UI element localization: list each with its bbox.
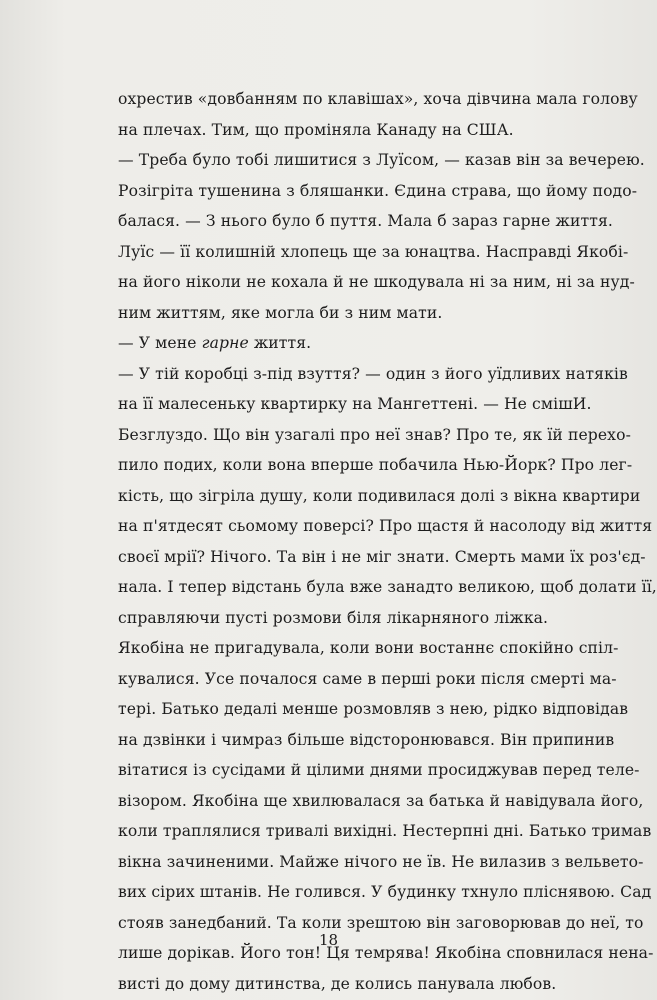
text-line: [118, 328, 598, 359]
text-line: тері. Батько дедалі менше розмовляв з нею, рідко відповідав: [118, 700, 629, 718]
text-line: вих сірих штанів. Не голився. У будинку тхнуло пліснявою. Сад: [118, 883, 652, 901]
text-segment: життя.: [248, 334, 312, 352]
text-line: кувалися. Усе почалося саме в перші роки після смерті ма-: [118, 669, 617, 688]
text-line: вікна зачиненими. Майже нічого не їв. Не вилазив з вельвето-: [118, 852, 644, 871]
text-line: своєї мрії? Нічого. Та він і не міг знати. Смерть мами їх роз'єд-: [118, 547, 646, 566]
text-line: Розігріта тушенина з бляшанки. Єдина страва, що йому подо-: [118, 181, 638, 200]
text-line: лише дорікав. Його тон! Ця темрява! Якобіна сповнилася нена-: [118, 944, 654, 962]
text-segment: — У мене: [118, 334, 202, 352]
text-line: на її малесеньку квартирку на Мангеттені. — Не смішИ.: [118, 395, 592, 413]
text-line-content: — Треба було тобі лишитися з Луїсом, — казав він за вечерею.: [118, 151, 645, 169]
text-line: — У тій коробці з-під взуття? — один з його уїдливих натяків: [118, 364, 628, 383]
text-line: Безглуздо. Що він узагалі про неї знав? Про те, як їй перехо-: [118, 425, 631, 444]
text-line: [118, 145, 645, 176]
body-text: [118, 84, 657, 999]
text-line: на дзвінки і чимраз більше відсторонювався. Він припинив: [118, 730, 615, 749]
text-line: на п'ятдесят сьомому поверсі? Про щастя й насолоду від життя: [118, 517, 653, 535]
text-line: стояв занедбаний. Та коли зрештою він заговорював до неї, то: [118, 913, 644, 932]
text-line: вітатися із сусідами й цілими днями просиджував перед теле-: [118, 761, 640, 779]
text-line: охрестив «довбанням по клавішах», хоча дівчина мала голову: [118, 90, 638, 108]
text-line: Луїс — її колишній хлопець ще за юнацтва. Насправді Якобі-: [118, 242, 629, 261]
text-line: ним життям, яке могла би з ним мати.: [118, 303, 443, 322]
text-line: на плечах. Тим, що проміняла Канаду на США.: [118, 120, 514, 139]
emphasis-word: гарне: [201, 334, 249, 352]
text-line: Якобіна не пригадувала, коли вони востаннє спокійно спіл-: [118, 639, 619, 657]
text-line: коли траплялися тривалі вихідні. Нестерпні дні. Батько тримав: [118, 822, 652, 840]
text-line: балася. — З нього було б пуття. Мала б зараз гарне життя.: [118, 212, 613, 230]
text-line: висті до дому дитинства, де колись панувала любов.: [118, 974, 557, 993]
text-line: пило подих, коли вона вперше побачила Нью-Йорк? Про лег-: [118, 456, 633, 474]
page-number: 18: [318, 931, 339, 949]
text-line: нала. І тепер відстань була вже занадто великою, щоб долати її,: [118, 578, 657, 596]
text-line: справляючи пусті розмови біля лікарняного ліжка.: [118, 608, 549, 627]
text-line: на його ніколи не кохала й не шкодувала ні за ним, ні за нуд-: [118, 273, 635, 291]
text-line: візором. Якобіна ще хвилювалася за батька й навідувала його,: [118, 791, 644, 810]
text-line: кість, що зігріла душу, коли подивилася долі з вікна квартири: [118, 486, 641, 505]
